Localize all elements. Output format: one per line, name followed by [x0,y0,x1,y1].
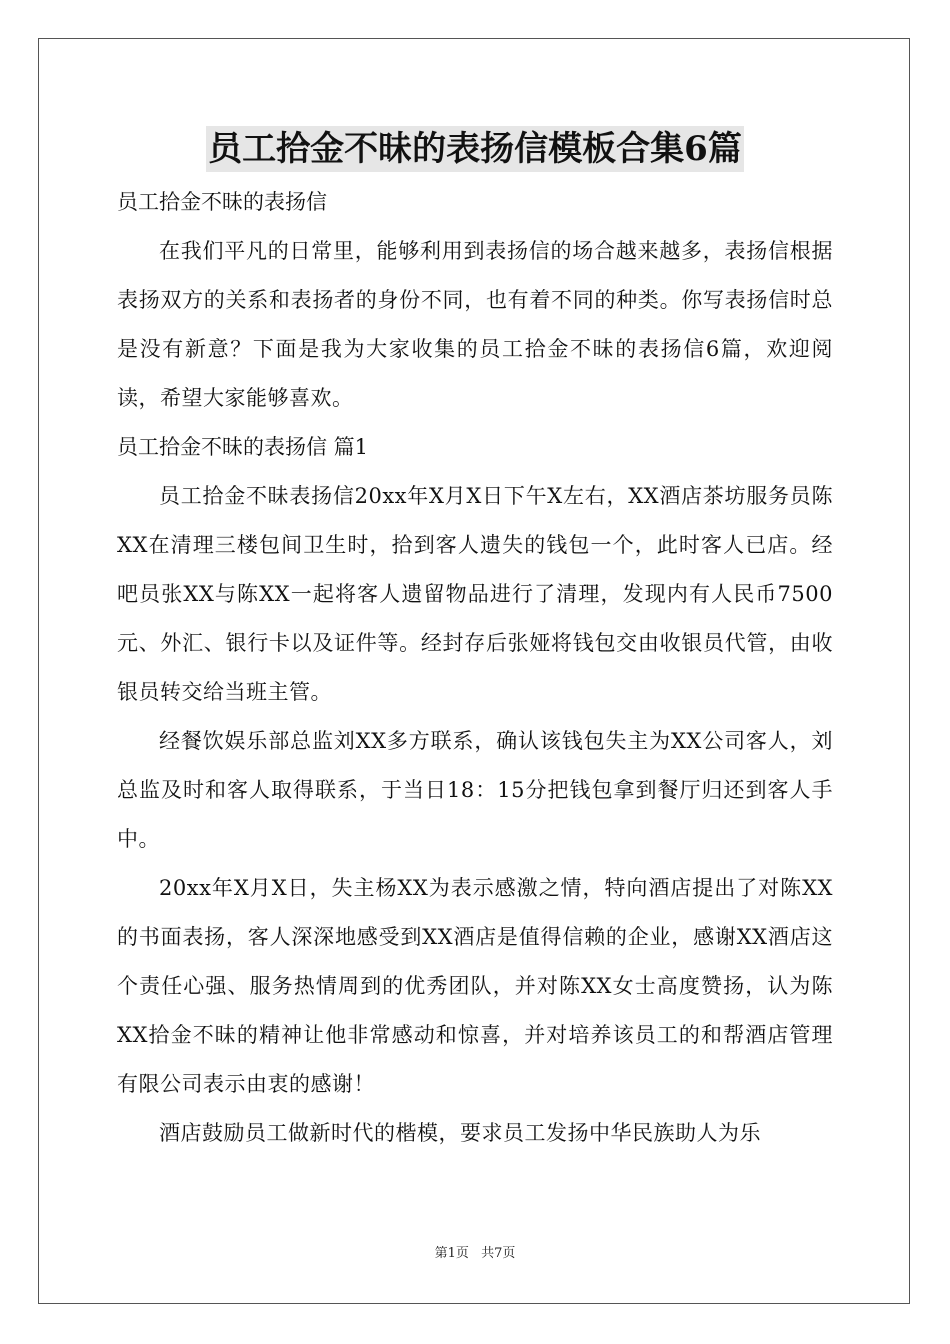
title-wrap [0,126,950,172]
body-paragraph: 酒店鼓励员工做新时代的楷模，要求员工发扬中华民族助人为乐 [159,1121,761,1145]
page-total: 共7页 [481,1246,516,1261]
body-paragraph: 20xx年X月X日，失主杨XX为表示感激之情，特向酒店提出了对陈XX的书面表扬，客人深深地感受到XX酒店是值得信赖的企业，感谢XX酒店这个责任心强、服务热情周到的优秀团队，并对陈XX女士高度赞扬，认为陈XX拾金不昧的精神让他非常感动和惊喜，并对培养该员工的和帮酒店管理有限公司表示由衷的感谢！ [117,876,833,1096]
page-number: 第1页 [434,1246,469,1261]
page-footer [0,1242,950,1261]
body-paragraph: 经餐饮娱乐部总监刘XX多方联系，确认该钱包失主为XX公司客人，刘总监及时和客人取得联系，于当日18：15分把钱包拿到餐厅归还到客人手中。 [117,729,833,851]
body-paragraph: 员工拾金不昧表扬信20xx年X月X日下午X左右，XX酒店茶坊服务员陈XX在清理三楼包间卫生时，拾到客人遗失的钱包一个，此时客人已店。经吧员张XX与陈XX一起将客人遗留物品进行了清理，发现内有人民币7500元、外汇、银行卡以及证件等。经封存后张娅将钱包交由收银员代管，由收银员转交给当班主管。 [117,484,833,704]
intro-paragraph: 在我们平凡的日常里，能够利用到表扬信的场合越来越多，表扬信根据表扬双方的关系和表扬者的身份不同，也有着不同的种类。你写表扬信时总是没有新意？下面是我为大家收集的员工拾金不昧的表扬信6篇，欢迎阅读，希望大家能够喜欢。 [117,239,833,410]
part1-heading: 员工拾金不昧的表扬信 篇1 [117,435,369,459]
document-title: 员工拾金不昧的表扬信模板合集6篇 [206,126,744,172]
document-body [117,178,833,1158]
section-heading: 员工拾金不昧的表扬信 [117,190,327,214]
